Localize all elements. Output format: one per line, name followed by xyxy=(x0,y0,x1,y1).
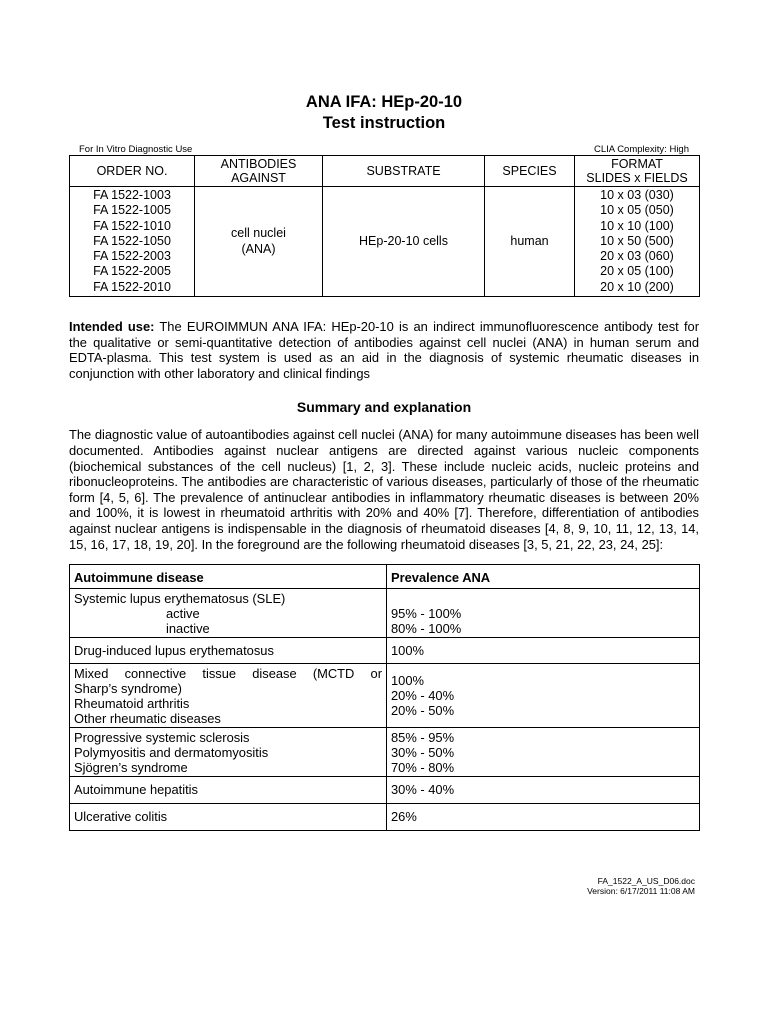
summary-paragraph: The diagnostic value of autoantibodies against cell nuclei (ANA) for many autoimmune diseases has been well documented. Antibodies against nuclear antigens are directed against various nucleic components (biochemical substances of the cell nucleus) [1, 2, 3]. These include nucleic acids, nucleic proteins and ribonucleoproteins. The antibodies are characteristic of various diseases, particularly of those of the rheumatic form [4, 5, 6]. The prevalence of antinuclear antibodies in inflammatory rheumatic diseases is between 20% and 100%, it is lowest in rheumatoid arthritis with 20% and 40% [7]. Therefore, differentiation of antibodies against nuclear antigens is indispensable in the diagnosis of rheumatoid diseases [4, 8, 9, 10, 11, 12, 13, 14, 15, 16, 17, 18, 19, 20]. In the foreground are the following rheumatoid diseases [3, 5, 21, 22, 23, 24, 25]: xyxy=(69,427,699,552)
prevalence-value: 20% - 50% xyxy=(391,703,455,719)
clia-note: CLIA Complexity: High xyxy=(593,144,689,155)
prevalence-value: 30% - 40% xyxy=(391,782,455,798)
disease-table xyxy=(69,564,700,831)
prevalence-value: 100% xyxy=(391,673,424,689)
format-value: 10 x 05 (050) xyxy=(600,203,674,218)
disease-name: Autoimmune hepatitis xyxy=(74,782,198,798)
antibodies-line-2: (ANA) xyxy=(241,241,276,256)
col-antibodies xyxy=(195,156,323,187)
prevalence-value: 30% - 50% xyxy=(391,745,455,761)
footer-version: Version: 6/17/2011 11:08 AM xyxy=(587,886,695,896)
title-line-1: ANA IFA: HEp-20-10 xyxy=(305,93,463,111)
formats-cell xyxy=(575,187,700,297)
disease-name: Mixed connective tissue disease (MCTD or xyxy=(74,666,382,682)
disease-cell xyxy=(70,589,387,638)
format-value: 20 x 05 (100) xyxy=(600,264,674,279)
col-substrate: SUBSTRATE xyxy=(323,156,485,187)
col-prevalence: Prevalence ANA xyxy=(387,565,700,589)
disease-row-colitis xyxy=(70,804,700,831)
disease-subtype: active xyxy=(166,606,200,622)
substrate-cell: HEp-20-10 cells xyxy=(323,187,485,297)
footer-doc-name: FA_1522_A_US_D06.doc xyxy=(597,876,695,886)
format-value: 20 x 10 (200) xyxy=(600,279,674,294)
prevalence-cell xyxy=(387,664,700,728)
col-autoimmune-disease: Autoimmune disease xyxy=(70,565,387,589)
disease-cell xyxy=(70,804,387,831)
document-footer xyxy=(587,876,695,896)
order-table-row xyxy=(70,187,700,297)
prevalence-value: 80% - 100% xyxy=(391,621,462,637)
disease-name: Progressive systemic sclerosis xyxy=(74,730,250,746)
order-number: FA 1522-1010 xyxy=(93,218,171,233)
order-table-header xyxy=(70,156,700,187)
antibodies-cell xyxy=(195,187,323,297)
format-value: 10 x 50 (500) xyxy=(600,233,674,248)
disease-cell xyxy=(70,728,387,777)
disease-row-sclerosis xyxy=(70,728,700,777)
order-table xyxy=(69,155,700,297)
ivd-note: For In Vitro Diagnostic Use xyxy=(79,144,193,155)
disease-subtype: inactive xyxy=(166,621,210,637)
prevalence-cell xyxy=(387,638,700,664)
order-number: FA 1522-2003 xyxy=(93,249,171,264)
meta-row xyxy=(69,144,699,155)
prevalence-value: 20% - 40% xyxy=(391,688,455,704)
disease-row-mctd xyxy=(70,664,700,728)
summary-heading: Summary and explanation xyxy=(296,399,472,416)
intended-use-label: Intended use: xyxy=(69,319,155,335)
disease-name: Ulcerative colitis xyxy=(74,809,168,825)
disease-name: Systemic lupus erythematosus (SLE) xyxy=(74,591,286,607)
species-cell: human xyxy=(485,187,575,297)
prevalence-value: 100% xyxy=(391,643,424,659)
disease-name: Polymyositis and dermatomyositis xyxy=(74,745,269,761)
disease-name: Other rheumatic diseases xyxy=(74,711,221,727)
format-value: 10 x 03 (030) xyxy=(600,188,674,202)
col-format-line-2: SLIDES x FIELDS xyxy=(586,171,688,185)
disease-name: Drug-induced lupus erythematosus xyxy=(74,643,274,659)
document-title xyxy=(69,92,699,134)
col-antibodies-line-2: AGAINST xyxy=(231,171,286,185)
disease-row-hepatitis xyxy=(70,777,700,804)
prevalence-cell xyxy=(387,589,700,638)
disease-row-drug-induced xyxy=(70,638,700,664)
col-format xyxy=(575,156,700,187)
document-page xyxy=(69,92,699,831)
col-format-line-1: FORMAT xyxy=(611,157,663,171)
disease-row-sle xyxy=(70,589,700,638)
disease-name: Sharp’s syndrome) xyxy=(74,681,182,697)
prevalence-value: 85% - 95% xyxy=(391,730,455,746)
col-antibodies-line-1: ANTIBODIES xyxy=(220,157,297,171)
disease-cell xyxy=(70,638,387,664)
order-number: FA 1522-2010 xyxy=(93,279,171,294)
disease-name: Rheumatoid arthritis xyxy=(74,696,190,712)
order-numbers-cell xyxy=(70,187,195,297)
format-value: 10 x 10 (100) xyxy=(600,218,674,233)
prevalence-value: 70% - 80% xyxy=(391,760,455,776)
order-number: FA 1522-2005 xyxy=(93,264,171,279)
format-value: 20 x 03 (060) xyxy=(600,249,674,264)
prevalence-cell xyxy=(387,728,700,777)
col-species: SPECIES xyxy=(485,156,575,187)
disease-cell xyxy=(70,777,387,804)
prevalence-value: 26% xyxy=(391,809,417,825)
prevalence-cell xyxy=(387,804,700,831)
disease-name: Sjögren’s syndrome xyxy=(74,760,188,776)
antibodies-line-1: cell nuclei xyxy=(231,226,286,241)
order-number: FA 1522-1050 xyxy=(93,233,171,248)
order-number: FA 1522-1003 xyxy=(93,188,171,202)
order-number: FA 1522-1005 xyxy=(93,203,171,218)
intended-use-paragraph xyxy=(69,319,699,381)
title-line-2: Test instruction xyxy=(322,114,446,132)
intended-use-text: The EUROIMMUN ANA IFA: HEp-20-10 is an indirect immunofluorescence antibody test for the qualitative or semi-quantitative detection of antibodies against cell nuclei (ANA) in human serum and EDTA-plasma. This test system is used as an aid in the diagnosis of systemic rheumatic diseases in conjunction with other laboratory and clinical findings xyxy=(69,319,699,381)
prevalence-cell xyxy=(387,777,700,804)
disease-cell xyxy=(70,664,387,728)
col-order-no: ORDER NO. xyxy=(70,156,195,187)
disease-table-header xyxy=(70,565,700,589)
prevalence-value: 95% - 100% xyxy=(391,606,462,622)
